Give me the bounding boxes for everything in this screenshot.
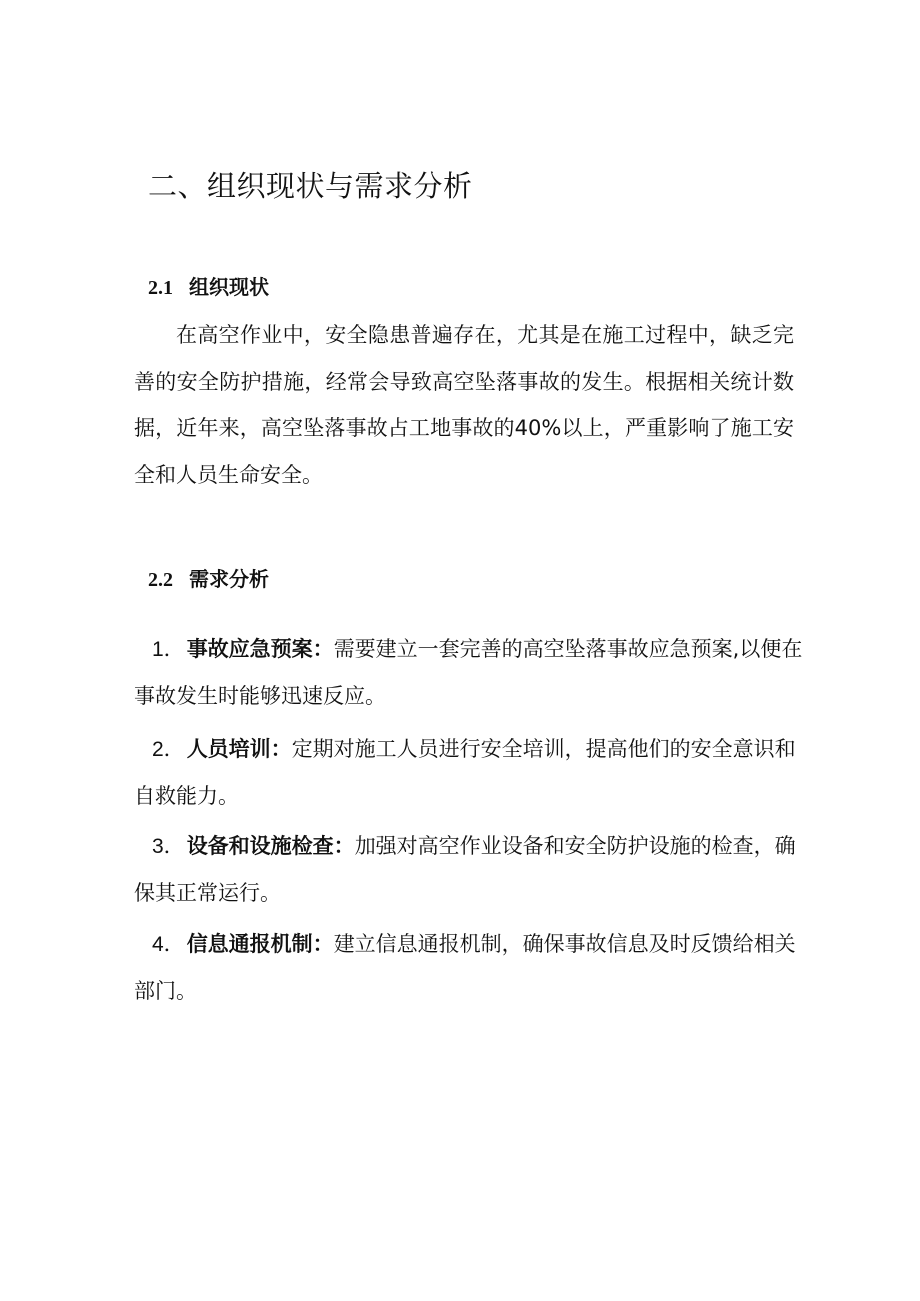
- list-item-text: 需要建立一套完善的高空坠落事故应急预案,以便在事故发生时能够迅速反应。: [134, 637, 803, 708]
- list-item: [134, 921, 806, 1015]
- section-title: 二、组织现状与需求分析: [148, 169, 473, 203]
- list-item: [134, 823, 806, 917]
- list-item-label: 信息通报机制：: [186, 932, 334, 956]
- list-item: [134, 626, 806, 720]
- list-item: [134, 726, 806, 820]
- list-item-text: 加强对高空作业设备和安全防护设施的检查，确保其正常运行。: [134, 834, 796, 905]
- list-item-index: 4．: [152, 933, 185, 956]
- subsection-title: 组织现状: [189, 275, 269, 299]
- list-item-index: 3．: [152, 835, 185, 858]
- list-item-label: 人员培训：: [186, 737, 292, 761]
- subsection-title: 需求分析: [189, 567, 269, 591]
- subsection-heading-needs: [148, 564, 269, 595]
- list-item-text: 建立信息通报机制，确保事故信息及时反馈给相关部门。: [134, 932, 796, 1003]
- subsection-number: 2.2: [148, 569, 173, 591]
- list-item-index: 2．: [152, 738, 185, 761]
- status-paragraph: 在高空作业中，安全隐患普遍存在，尤其是在施工过程中，缺乏完善的安全防护措施，经常会导致高空坠落事故的发生。根据相关统计数据，近年来，高空坠落事故占工地事故的40%以上，严重影响了施工安全和人员生命安全。: [134, 323, 794, 487]
- list-item-label: 事故应急预案：: [186, 637, 334, 661]
- list-item-label: 设备和设施检查：: [186, 834, 355, 858]
- subsection-heading-status: [148, 272, 269, 303]
- list-item-index: 1．: [152, 638, 185, 661]
- subsection-number: 2.1: [148, 277, 173, 299]
- list-item-text: 定期对施工人员进行安全培训，提高他们的安全意识和自救能力。: [134, 737, 796, 808]
